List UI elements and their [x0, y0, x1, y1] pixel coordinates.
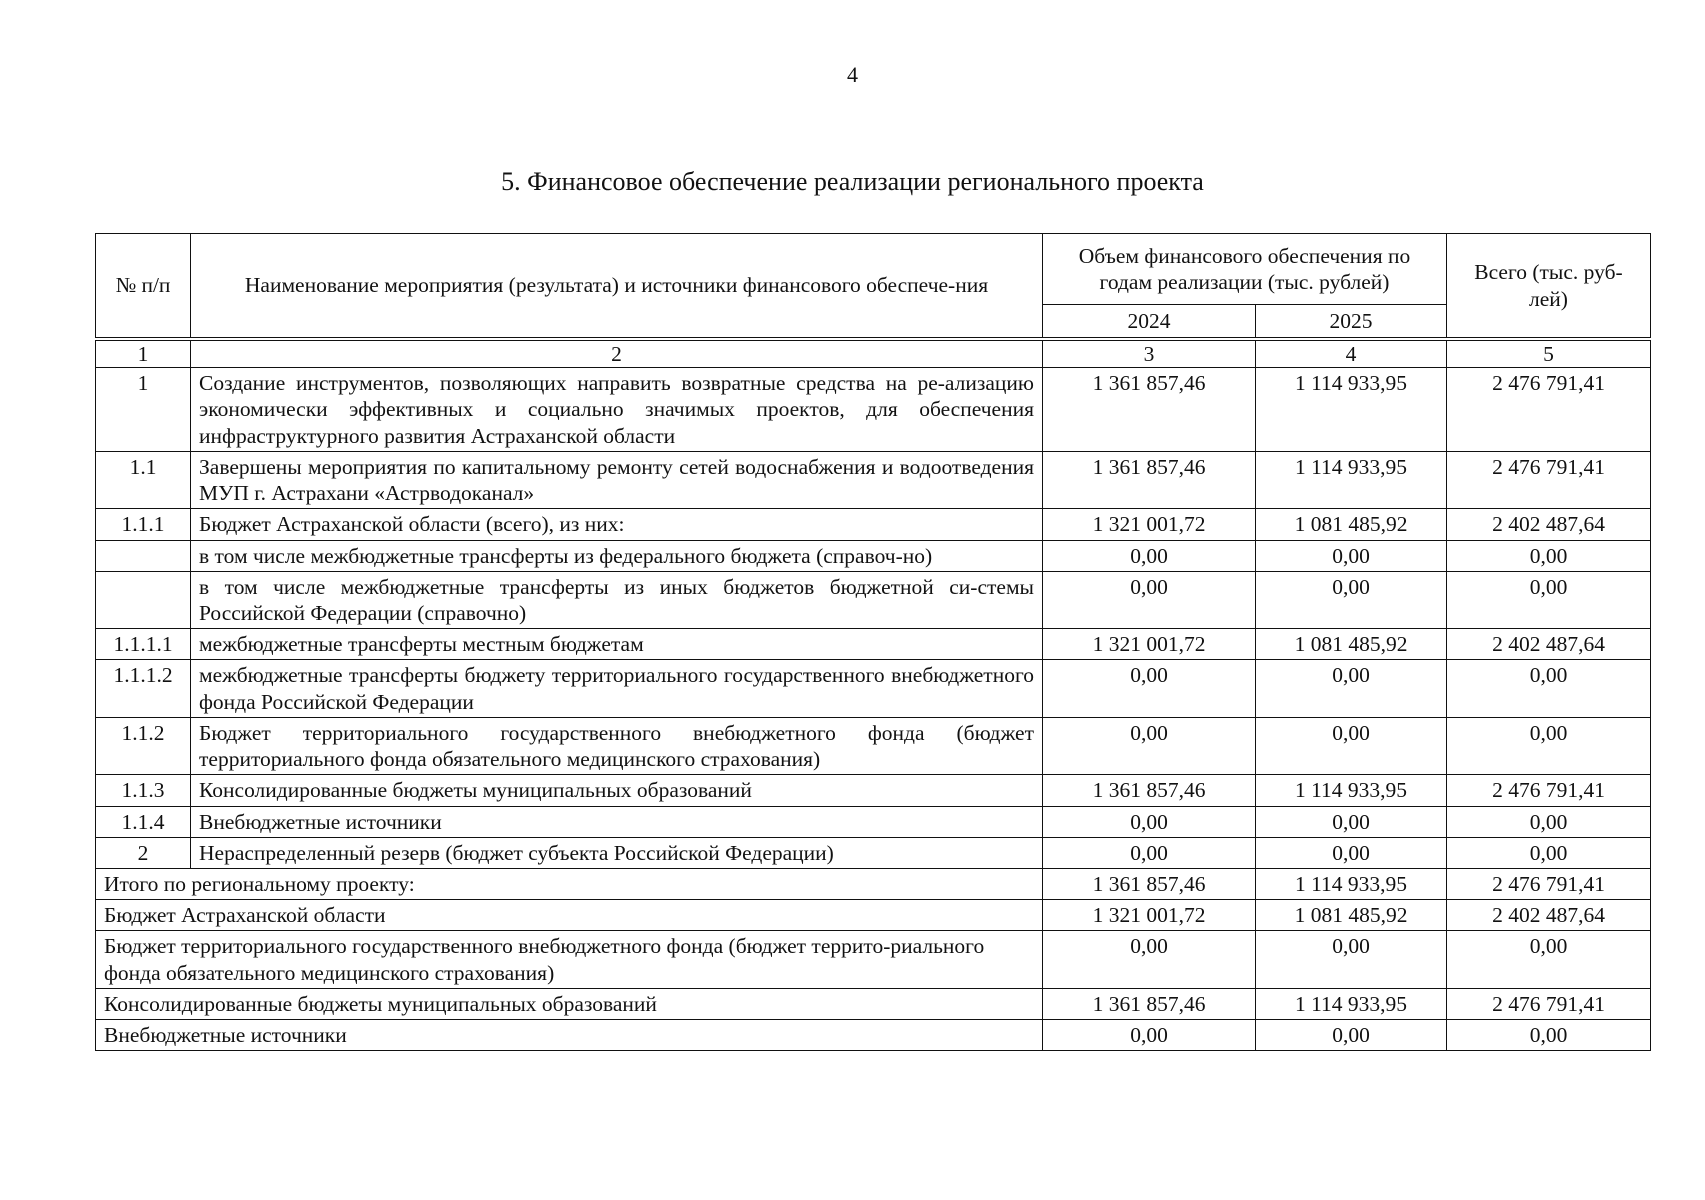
row-value-2024: 0,00 — [1043, 717, 1256, 774]
row-value-total: 2 402 487,64 — [1447, 509, 1651, 540]
row-name: Внебюджетные источники — [191, 806, 1043, 837]
total-value-2025: 0,00 — [1256, 1020, 1447, 1051]
header-year-2024: 2024 — [1043, 305, 1256, 340]
row-name: в том числе межбюджетные трансферты из иных бюджетов бюджетной си-стемы Российской Федерации (справочно) — [191, 571, 1043, 628]
table-row — [96, 509, 1651, 540]
table-row — [96, 806, 1651, 837]
row-name: в том числе межбюджетные трансферты из федерального бюджета (справоч-но) — [191, 540, 1043, 571]
column-number-3: 3 — [1043, 339, 1256, 368]
row-name: межбюджетные трансферты местным бюджетам — [191, 629, 1043, 660]
row-value-2025: 0,00 — [1256, 717, 1447, 774]
financing-table — [95, 233, 1651, 1051]
row-name: Нераспределенный резерв (бюджет субъекта Российской Федерации) — [191, 837, 1043, 868]
table-row — [96, 571, 1651, 628]
row-name: Консолидированные бюджеты муниципальных образований — [191, 775, 1043, 806]
row-name: Бюджет территориального государственного внебюджетного фонда (бюджет территориального фонда обязательного медицинского страхования) — [191, 717, 1043, 774]
row-name: Создание инструментов, позволяющих направить возвратные средства на ре-ализацию экономически эффективных и социально значимых проектов, для обеспечения инфраструктурного развития Астраханской области — [191, 368, 1043, 452]
header-name: Наименование мероприятия (результата) и источники финансового обеспече-ния — [191, 234, 1043, 340]
row-number: 1 — [96, 368, 191, 452]
column-number-2: 2 — [191, 339, 1043, 368]
column-number-1: 1 — [96, 339, 191, 368]
row-value-2024: 1 321 001,72 — [1043, 629, 1256, 660]
table-row — [96, 775, 1651, 806]
row-number: 1.1.2 — [96, 717, 191, 774]
row-number: 1.1 — [96, 451, 191, 508]
table-row — [96, 717, 1651, 774]
row-number: 1.1.3 — [96, 775, 191, 806]
row-name: межбюджетные трансферты бюджету территориального государственного внебюджетного фонда Российской Федерации — [191, 660, 1043, 717]
row-value-2024: 0,00 — [1043, 837, 1256, 868]
row-value-2025: 1 114 933,95 — [1256, 775, 1447, 806]
total-value-total: 0,00 — [1447, 931, 1651, 988]
row-value-2025: 0,00 — [1256, 540, 1447, 571]
total-row — [96, 931, 1651, 988]
row-value-2025: 0,00 — [1256, 660, 1447, 717]
total-label: Консолидированные бюджеты муниципальных образований — [96, 988, 1043, 1019]
row-value-2025: 1 114 933,95 — [1256, 368, 1447, 452]
row-value-2025: 0,00 — [1256, 571, 1447, 628]
row-value-total: 2 476 791,41 — [1447, 775, 1651, 806]
row-value-2024: 0,00 — [1043, 660, 1256, 717]
total-value-2025: 1 114 933,95 — [1256, 868, 1447, 899]
column-number-4: 4 — [1256, 339, 1447, 368]
total-value-2025: 1 114 933,95 — [1256, 988, 1447, 1019]
total-value-2025: 1 081 485,92 — [1256, 900, 1447, 931]
header-funding-by-year: Объем финансового обеспечения по годам реализации (тыс. рублей) — [1043, 234, 1447, 305]
total-label: Внебюджетные источники — [96, 1020, 1043, 1051]
total-value-total: 2 476 791,41 — [1447, 988, 1651, 1019]
column-number-5: 5 — [1447, 339, 1651, 368]
row-value-total: 0,00 — [1447, 837, 1651, 868]
row-value-2025: 0,00 — [1256, 837, 1447, 868]
row-value-2024: 1 321 001,72 — [1043, 509, 1256, 540]
total-value-2025: 0,00 — [1256, 931, 1447, 988]
page-number: 4 — [847, 62, 858, 87]
row-value-total: 2 476 791,41 — [1447, 368, 1651, 452]
row-number: 1.1.1.2 — [96, 660, 191, 717]
table-row — [96, 368, 1651, 452]
total-value-total: 2 402 487,64 — [1447, 900, 1651, 931]
row-value-2024: 0,00 — [1043, 571, 1256, 628]
row-number: 1.1.1.1 — [96, 629, 191, 660]
row-name: Бюджет Астраханской области (всего), из них: — [191, 509, 1043, 540]
row-value-total: 2 476 791,41 — [1447, 451, 1651, 508]
row-value-2024: 0,00 — [1043, 806, 1256, 837]
table-row — [96, 629, 1651, 660]
row-value-2024: 0,00 — [1043, 540, 1256, 571]
table-row — [96, 451, 1651, 508]
header-year-2025: 2025 — [1256, 305, 1447, 340]
row-value-2025: 1 081 485,92 — [1256, 629, 1447, 660]
row-value-2024: 1 361 857,46 — [1043, 451, 1256, 508]
row-value-2024: 1 361 857,46 — [1043, 368, 1256, 452]
total-row — [96, 868, 1651, 899]
total-label: Итого по региональному проекту: — [96, 868, 1043, 899]
row-value-2025: 1 081 485,92 — [1256, 509, 1447, 540]
total-value-2024: 1 361 857,46 — [1043, 868, 1256, 899]
row-value-2025: 0,00 — [1256, 806, 1447, 837]
header-number: № п/п — [96, 234, 191, 340]
row-name: Завершены мероприятия по капитальному ремонту сетей водоснабжения и водоотведения МУП г. Астрахани «Астрводоканал» — [191, 451, 1043, 508]
total-row — [96, 1020, 1651, 1051]
total-label: Бюджет Астраханской области — [96, 900, 1043, 931]
total-value-2024: 1 321 001,72 — [1043, 900, 1256, 931]
header-total: Всего (тыс. руб-лей) — [1447, 234, 1651, 340]
section-title: 5. Финансовое обеспечение реализации регионального проекта — [501, 167, 1204, 196]
table-row — [96, 660, 1651, 717]
row-number — [96, 571, 191, 628]
row-value-total: 0,00 — [1447, 571, 1651, 628]
row-number: 1.1.1 — [96, 509, 191, 540]
total-row — [96, 988, 1651, 1019]
table-row — [96, 540, 1651, 571]
total-value-2024: 0,00 — [1043, 931, 1256, 988]
row-value-2025: 1 114 933,95 — [1256, 451, 1447, 508]
total-value-2024: 0,00 — [1043, 1020, 1256, 1051]
total-row — [96, 900, 1651, 931]
total-value-total: 0,00 — [1447, 1020, 1651, 1051]
row-number: 2 — [96, 837, 191, 868]
row-value-total: 0,00 — [1447, 717, 1651, 774]
table-header — [96, 234, 1651, 368]
row-value-total: 0,00 — [1447, 806, 1651, 837]
row-value-total: 0,00 — [1447, 540, 1651, 571]
total-label: Бюджет территориального государственного внебюджетного фонда (бюджет террито-риального фонда обязательного медицинского страхования) — [96, 931, 1043, 988]
row-number: 1.1.4 — [96, 806, 191, 837]
row-number — [96, 540, 191, 571]
row-value-2024: 1 361 857,46 — [1043, 775, 1256, 806]
table-body — [96, 368, 1651, 1051]
row-value-total: 0,00 — [1447, 660, 1651, 717]
table-row — [96, 837, 1651, 868]
row-value-total: 2 402 487,64 — [1447, 629, 1651, 660]
total-value-2024: 1 361 857,46 — [1043, 988, 1256, 1019]
total-value-total: 2 476 791,41 — [1447, 868, 1651, 899]
